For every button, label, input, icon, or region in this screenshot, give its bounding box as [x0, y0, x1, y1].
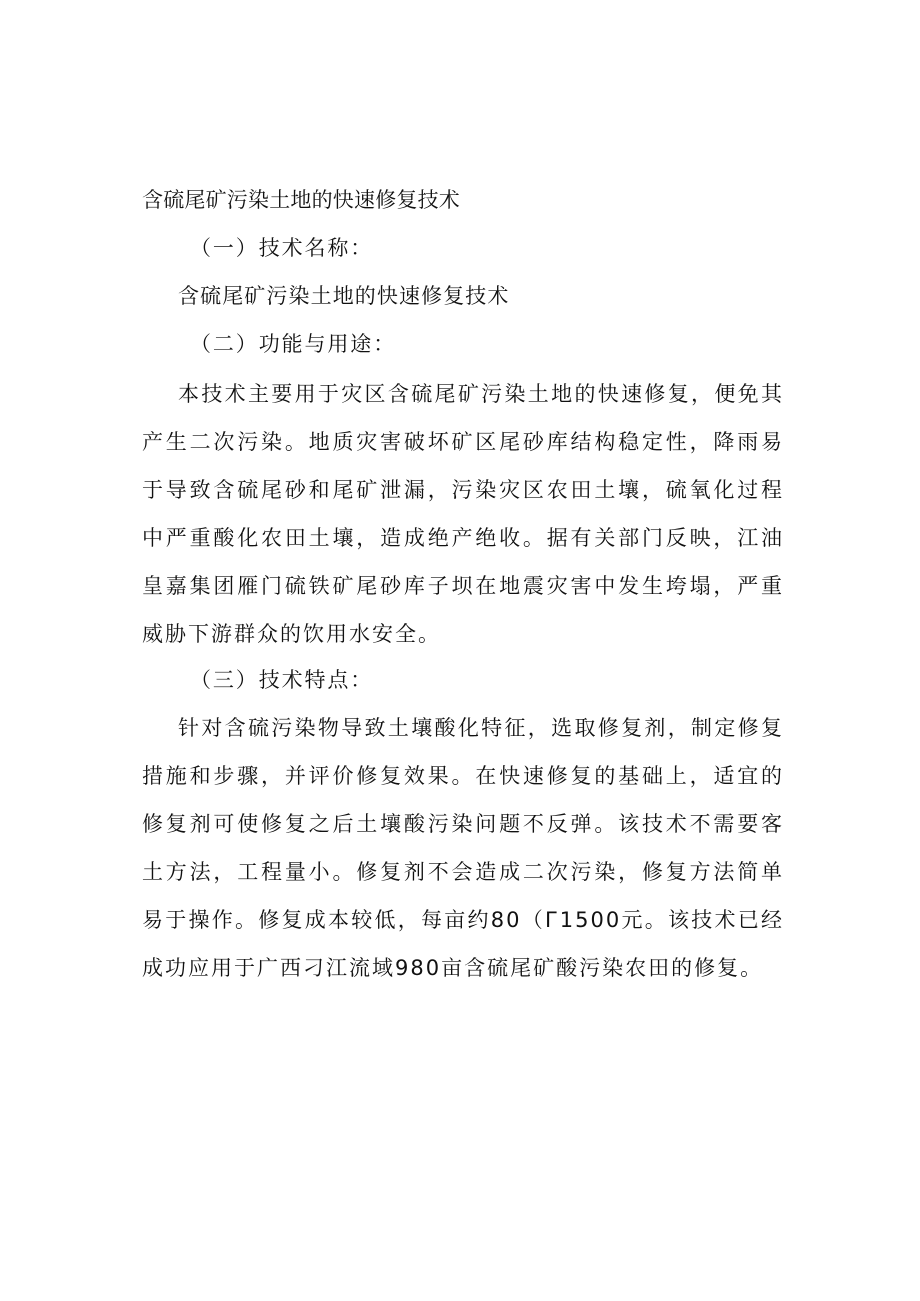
document-title: 含硫尾矿污染土地的快速修复技术	[142, 188, 460, 212]
section-heading-name: （一）技术名称：	[190, 236, 374, 260]
section-text-features: 针对含硫污染物导致土壤酸化特征，选取修复剂，制定修复措施和步骤，并评价修复效果。在快速修复的基础上，适宜的修复剂可使修复之后土壤酸污染问题不反弹。该技术不需要客土方法，工程量小。修复剂不会造成二次污染，修复方法简单易于操作。修复成本较低，每亩约80（Г1500元。该技术已经成功应用于广西刁江流域980亩含硫尾矿酸污染农田的修复。	[142, 716, 784, 980]
section-heading-function: （二）功能与用途：	[190, 332, 397, 356]
section-heading-features: （三）技术特点：	[190, 668, 374, 692]
section-text-function: 本技术主要用于灾区含硫尾矿污染土地的快速修复，便免其产生二次污染。地质灾害破坏矿区尾砂库结构稳定性，降雨易于导致含硫尾砂和尾矿泄漏，污染灾区农田土壤，硫氧化过程中严重酸化农田土壤，造成绝产绝收。据有关部门反映，江油皇嘉集团雁门硫铁矿尾砂库子坝在地震灾害中发生垮塌，严重威胁下游群众的饮用水安全。	[142, 382, 784, 646]
section-text-name: 含硫尾矿污染土地的快速修复技术	[178, 284, 510, 308]
